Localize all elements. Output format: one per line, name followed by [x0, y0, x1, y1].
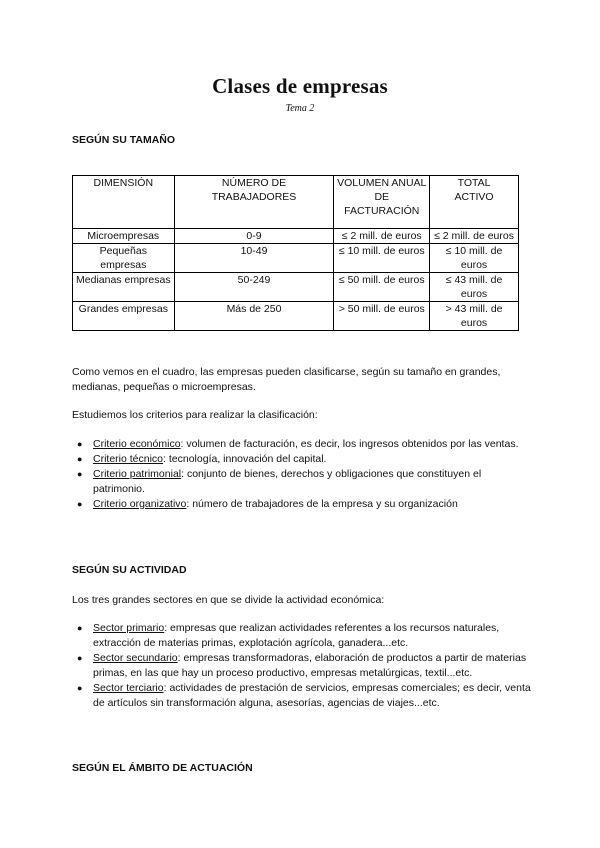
bullet-icon: ●: [77, 653, 83, 663]
bullet-icon: ●: [77, 499, 83, 509]
table-row: [73, 229, 519, 244]
list-item: [72, 621, 532, 651]
table-row: [73, 273, 519, 302]
list-item: [72, 452, 532, 467]
table-cell: 0-9: [174, 229, 334, 244]
table-cell: 10-49: [174, 244, 334, 273]
table-cell: Microempresas: [73, 229, 175, 244]
bullet-icon: ●: [77, 454, 83, 464]
document-subtitle: Tema 2: [285, 103, 315, 114]
size-classification-table: [72, 175, 519, 331]
table-cell: 50-249: [174, 273, 334, 302]
list-item-text: : empresas que realizan actividades referentes a los recursos naturales, extracción de materias primas, explotación agrícola, ganadera...etc.: [93, 622, 500, 649]
bullet-icon: ●: [77, 683, 83, 693]
table-cell: > 43 mill. de euros: [430, 302, 519, 331]
list-item-term: Sector primario: [93, 622, 165, 634]
table-cell: Pequeñas empresas: [73, 244, 175, 273]
list-item-text: : actividades de prestación de servicios, empresas comerciales; es decir, venta de artículos sin transformación alguna, asesorías, agencias de viajes...etc.: [93, 682, 531, 709]
table-cell: ≤ 43 mill. de euros: [430, 273, 519, 302]
table-cell: Medianas empresas: [73, 273, 175, 302]
list-item-text: : tecnología, innovación del capital.: [163, 453, 327, 465]
table-row: [73, 302, 519, 331]
section-heading-size: SEGÚN SU TAMAÑO: [72, 134, 176, 146]
list-item: [72, 437, 532, 452]
list-item-term: Criterio organizativo: [93, 498, 187, 510]
list-item-text: : empresas transformadoras, elaboración de productos a partir de materias primas, en las que hay un proceso productivo, empresas metalúrgicas, textil...etc.: [93, 652, 527, 679]
list-item: [72, 651, 532, 681]
list-item: [72, 467, 532, 497]
document-title: Clases de empresas: [212, 74, 388, 98]
list-item-term: Criterio económico: [93, 438, 181, 450]
paragraph-size-summary: Como vemos en el cuadro, las empresas pueden clasificarse, según su tamaño en grandes, medianas, pequeñas o microempresas.: [72, 366, 501, 393]
paragraph-sectors-intro: Los tres grandes sectores en que se divide la actividad económica:: [72, 594, 385, 606]
table-cell: ≤ 2 mill. de euros: [334, 229, 430, 244]
list-item-term: Criterio patrimonial: [93, 468, 182, 480]
list-item-term: Sector secundario: [93, 652, 178, 664]
table-cell: Más de 250: [174, 302, 334, 331]
table-header-cell: DIMENSIÓN: [73, 176, 175, 229]
section-heading-activity: SEGÚN SU ACTIVIDAD: [72, 564, 187, 576]
list-item-term: Criterio técnico: [93, 453, 164, 465]
bullet-icon: ●: [77, 439, 83, 449]
list-item-text: : conjunto de bienes, derechos y obligaciones que constituyen el patrimonio.: [93, 468, 482, 495]
list-item-text: : número de trabajadores de la empresa y su organización: [186, 498, 458, 510]
table-cell: > 50 mill. de euros: [334, 302, 430, 331]
table-cell: ≤ 10 mill. de euros: [430, 244, 519, 273]
list-item: [72, 497, 532, 512]
table-cell: ≤ 50 mill. de euros: [334, 273, 430, 302]
table-cell: ≤ 10 mill. de euros: [334, 244, 430, 273]
criteria-list: [72, 437, 532, 512]
paragraph-criteria-intro: Estudiemos los criterios para realizar la clasificación:: [72, 409, 318, 421]
table-row: [73, 244, 519, 273]
list-item-term: Sector terciario: [93, 682, 164, 694]
bullet-icon: ●: [77, 469, 83, 479]
list-item-text: : volumen de facturación, es decir, los ingresos obtenidos por las ventas.: [180, 438, 519, 450]
table-header-row: [73, 176, 519, 229]
bullet-icon: ●: [77, 623, 83, 633]
table-cell: ≤ 2 mill. de euros: [430, 229, 519, 244]
section-heading-scope: SEGÚN EL ÁMBITO DE ACTUACIÓN: [72, 762, 253, 774]
table-cell: Grandes empresas: [73, 302, 175, 331]
table-header-cell: TOTAL ACTIVO: [430, 176, 519, 229]
table-header-cell: NÚMERO DE TRABAJADORES: [174, 176, 334, 229]
list-item: [72, 681, 532, 711]
table-header-cell: VOLUMEN ANUAL DE FACTURACIÓN: [334, 176, 430, 229]
sectors-list: [72, 621, 532, 711]
